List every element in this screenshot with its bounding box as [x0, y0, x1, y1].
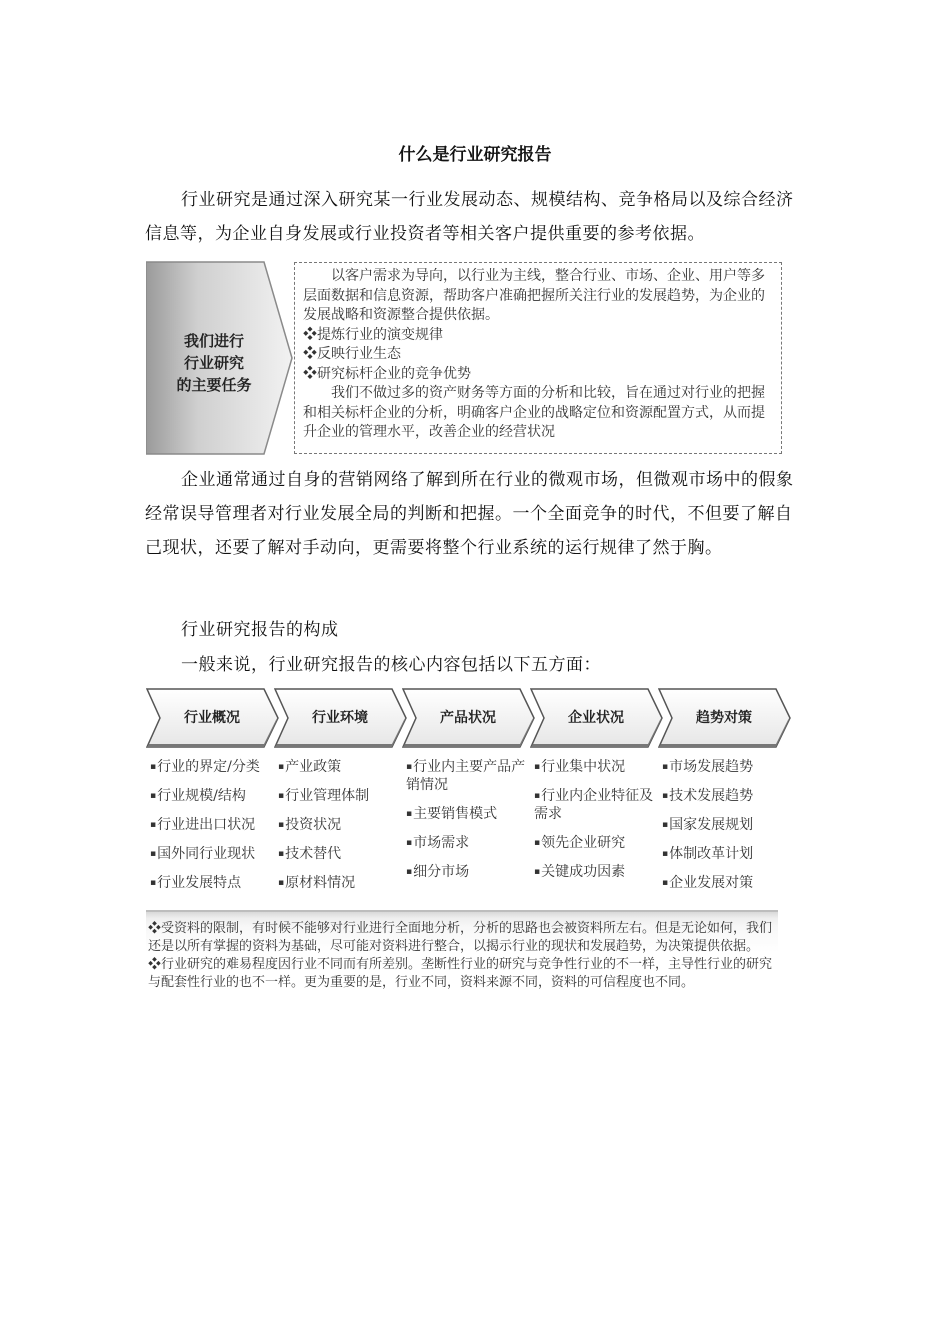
list-item-text: 行业管理体制 — [285, 788, 370, 804]
list-item-text: 投资状况 — [285, 817, 342, 833]
bullet-icon: ▪ — [150, 849, 157, 859]
bullet-icon: ▪ — [406, 838, 413, 848]
list-item — [662, 758, 794, 776]
chevron-label: 企业状况 — [568, 710, 624, 726]
bullet-icon: ▪ — [662, 878, 669, 888]
list-item-text: 国外同行业现状 — [157, 846, 256, 862]
list-item — [278, 787, 410, 805]
list-item-text: 技术发展趋势 — [669, 788, 754, 804]
bullet-icon: ▪ — [534, 838, 541, 848]
chevron-label: 趋势对策 — [696, 710, 752, 726]
tasks-heading-line: 我们进行 — [183, 332, 244, 350]
section-heading-composition: 行业研究报告的构成 — [181, 620, 339, 640]
body-paragraph-4: 一般来说，行业研究报告的核心内容包括以下五方面： — [181, 655, 601, 675]
research-tasks-figure — [146, 260, 806, 460]
bullet-icon: ▪ — [150, 878, 157, 888]
notes-box — [146, 910, 778, 1040]
tasks-bullet: ❖研究标杆企业的竞争优势 — [303, 365, 471, 382]
tasks-arrow-panel — [146, 260, 294, 456]
chevron-step — [274, 688, 414, 748]
bullet-icon: ▪ — [278, 878, 285, 888]
tasks-heading-line: 行业研究 — [183, 354, 244, 372]
intro-paragraph: 行业研究是通过深入研究某一行业发展动态、规模结构、竞争格局以及综合经济信息等，为企业自身发展或行业投资者等相关客户提供重要的参考依据。 — [145, 190, 794, 244]
chevron-step — [402, 688, 542, 748]
list-item-text: 主要销售模式 — [413, 806, 498, 822]
bullet-icon: ▪ — [662, 820, 669, 830]
chevron-step — [530, 688, 670, 748]
list-item — [534, 863, 666, 881]
list-item — [534, 787, 669, 823]
list-item — [278, 758, 413, 776]
tasks-bullet: ❖提炼行业的演变规律 — [303, 326, 443, 343]
list-item — [662, 816, 794, 834]
list-item — [278, 816, 410, 834]
bullet-icon: ▪ — [278, 849, 285, 859]
bullet-icon: ▪ — [534, 791, 541, 801]
component-column — [150, 758, 285, 903]
bullet-icon: ▪ — [278, 791, 285, 801]
note-text: ❖行业研究的难易程度因行业不同而有所差别。垄断性行业的研究与竞争性行业的不一样，主导性行业的研究与配套性行业的也不一样。更为重要的是，行业不同，资料来源不同，资料的可信程度也不同。 — [148, 957, 773, 990]
list-item — [534, 758, 669, 776]
bullet-icon: ▪ — [150, 762, 157, 772]
tasks-description-box — [294, 262, 782, 454]
list-item — [150, 787, 285, 805]
list-item-text: 体制改革计划 — [669, 846, 754, 862]
list-item — [662, 787, 794, 805]
bullet-icon: ▪ — [278, 820, 285, 830]
list-item-text: 市场需求 — [413, 835, 470, 851]
list-item-text: 行业内主要产品产销情况 — [406, 759, 526, 793]
list-item — [662, 874, 794, 892]
list-item — [406, 863, 541, 881]
list-item-text: 关键成功因素 — [541, 864, 626, 880]
list-item-text: 细分市场 — [413, 864, 470, 880]
bullet-icon: ▪ — [406, 762, 413, 772]
component-column — [662, 758, 794, 903]
list-item — [534, 834, 666, 852]
component-column — [406, 758, 541, 892]
tasks-heading-line: 的主要任务 — [176, 376, 252, 394]
list-item — [150, 758, 285, 776]
list-item-text: 行业进出口状况 — [157, 817, 256, 833]
list-item — [150, 845, 285, 863]
list-item-text: 企业发展对策 — [669, 875, 754, 891]
tasks-closing-text: 我们不做过多的资产财务等方面的分析和比较，旨在通过对行业的把握和相关标杆企业的分析，明确客户企业的战略定位和资源配置方式，从而提升企业的管理水平，改善企业的经营状况 — [303, 385, 765, 440]
tasks-heading — [154, 330, 274, 396]
bullet-icon: ▪ — [278, 762, 285, 772]
list-item-text: 行业集中状况 — [541, 759, 626, 775]
bullet-icon: ▪ — [534, 867, 541, 877]
list-item-text: 行业内企业特征及需求 — [534, 788, 654, 822]
list-item-text: 行业规模/结构 — [157, 788, 246, 804]
report-components-figure — [146, 688, 806, 1048]
list-item — [406, 834, 541, 852]
bullet-icon: ▪ — [662, 791, 669, 801]
list-item — [662, 845, 794, 863]
bullet-icon: ▪ — [662, 762, 669, 772]
bullet-icon: ▪ — [534, 762, 541, 772]
list-item — [406, 805, 538, 823]
list-item — [150, 874, 285, 892]
bullet-icon: ▪ — [150, 791, 157, 801]
list-item — [406, 758, 541, 794]
list-item-text: 领先企业研究 — [541, 835, 626, 851]
list-item-text: 行业的界定/分类 — [157, 759, 260, 775]
tasks-bullet: ❖反映行业生态 — [303, 346, 401, 362]
tasks-lead-text: 以客户需求为导向，以行业为主线，整合行业、市场、企业、用户等多层面数据和信息资源，帮助客户准确把握所关注行业的发展趋势，为企业的发展战略和资源整合提供依据。 — [303, 268, 765, 323]
list-item — [278, 874, 410, 892]
component-column — [278, 758, 413, 903]
page-title: 什么是行业研究报告 — [398, 145, 552, 165]
component-column — [534, 758, 669, 892]
bullet-icon: ▪ — [406, 809, 413, 819]
list-item-text: 原材料情况 — [285, 875, 356, 891]
list-item — [278, 845, 410, 863]
chevron-step — [146, 688, 286, 748]
chevron-row — [146, 688, 806, 748]
list-item-text: 国家发展规划 — [669, 817, 754, 833]
list-item-text: 技术替代 — [285, 846, 342, 862]
chevron-label: 产品状况 — [440, 710, 496, 726]
bullet-icon: ▪ — [662, 849, 669, 859]
chevron-label: 行业环境 — [312, 710, 368, 726]
chevron-step — [658, 688, 798, 748]
list-item-text: 产业政策 — [285, 759, 342, 775]
bullet-icon: ▪ — [406, 867, 413, 877]
body-paragraph-2: 企业通常通过自身的营销网络了解到所在行业的微观市场，但微观市场中的假象经常误导管理者对行业发展全局的判断和把握。一个全面竞争的时代，不但要了解自己现状，还要了解对手动向，更需要将整个行业系统的运行规律了然于胸。 — [145, 470, 794, 558]
list-item — [150, 816, 285, 834]
list-item-text: 行业发展特点 — [157, 875, 242, 891]
bullet-icon: ▪ — [150, 820, 157, 830]
list-item-text: 市场发展趋势 — [669, 759, 754, 775]
note-text: ❖受资料的限制，有时候不能够对行业进行全面地分析，分析的思路也会被资料所左右。但是无论如何，我们还是以所有掌握的资料为基础，尽可能对资料进行整合，以揭示行业的现状和发展趋势，为决策提供依据。 — [148, 921, 773, 954]
chevron-label: 行业概况 — [184, 710, 240, 726]
